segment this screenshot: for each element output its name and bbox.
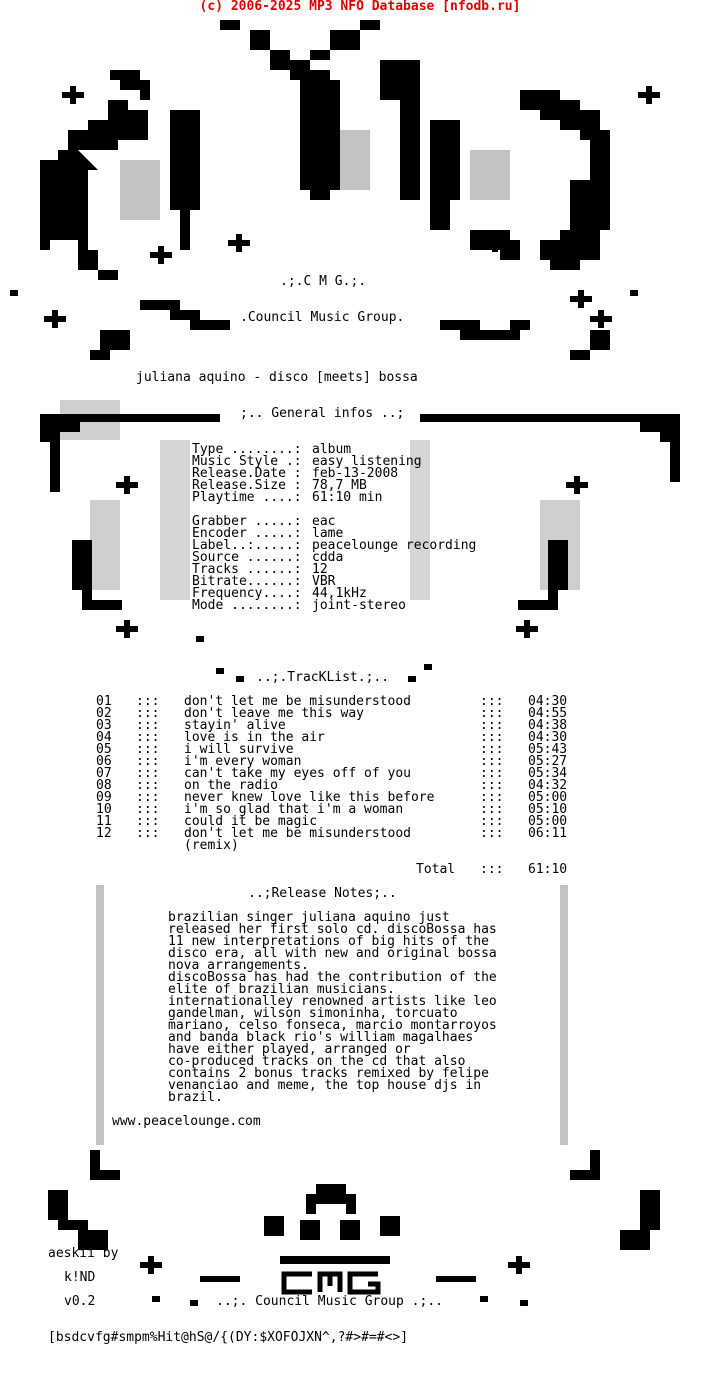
track-number: 12 [96,826,112,841]
track-number: 11 [96,814,112,829]
info-label: Bitrate......: [192,574,302,589]
info-label: Playtime ....: [192,490,302,505]
group-short-name: .;.C M G.;. [280,274,367,289]
track-separator: ::: [480,754,504,769]
release-note-line: disco era, all with new and original bossa [168,946,497,961]
track-time: 04:32 [528,778,568,793]
track-number: 03 [96,718,112,733]
track-separator: ::: [480,706,504,721]
track-separator: ::: [480,742,504,757]
release-note-line: elite of brazilian musicians. [168,982,395,997]
info-value: 78,7 MB [312,478,367,493]
info-label: Encoder .....: [192,526,302,541]
info-label: Frequency....: [192,586,302,601]
info-label: Label..:.....: [192,538,302,553]
info-value: eac [312,514,336,529]
info-value: cdda [312,550,344,565]
info-value: 61:10 min [312,490,383,505]
total-label: Total [416,862,456,877]
cmg-outline-logo [284,1274,378,1292]
track-title: never knew love like this before [184,790,435,805]
info-value: easy listening [312,454,422,469]
track-number: 10 [96,802,112,817]
track-separator: ::: [136,754,160,769]
track-time: 05:00 [528,790,568,805]
total-separator: ::: [480,862,504,877]
track-separator: ::: [136,766,160,781]
info-label: Type ........: [192,442,302,457]
track-number: 01 [96,694,112,709]
info-value: peacelounge recording [312,538,477,553]
release-note-line: have either played, arranged or [168,1042,411,1057]
release-title: juliana aquino - disco [meets] bossa [136,370,418,385]
track-number: 09 [96,790,112,805]
track-title: can't take my eyes off of you [184,766,411,781]
track-time: 05:27 [528,754,568,769]
info-label: Mode ........: [192,598,302,613]
track-title: on the radio [184,778,278,793]
release-note-line: gandelman, wilson simoninha, torcuato [168,1006,458,1021]
track-title: could it be magic [184,814,318,829]
info-value: lame [312,526,344,541]
tracklist-heading: ..;.TracKList.;.. [256,670,390,685]
footer-group-name: ..;. Council Music Group .;.. [216,1294,443,1309]
track-title: i will survive [184,742,294,757]
track-separator: ::: [480,778,504,793]
track-number: 02 [96,706,112,721]
info-value: VBR [312,574,336,589]
release-note-line: venanciao and meme, the top house djs in [168,1078,482,1093]
info-value: 12 [312,562,328,577]
track-separator: ::: [480,802,504,817]
credits-line-3: v0.2 [64,1294,96,1309]
release-note-line: and banda black rio's william magalhaes [168,1030,474,1045]
website-link[interactable]: www.peacelounge.com [112,1114,261,1129]
track-separator: ::: [480,730,504,745]
release-note-line: 11 new interpretations of big hits of the [168,934,489,949]
footer-code: [bsdcvfg#smpm%Hit@hS@/{(DY:$XOFOJXN^,?#>#=#<>] [48,1330,409,1345]
info-value: feb-13-2008 [312,466,399,481]
track-time: 05:10 [528,802,568,817]
track-title: stayin' alive [184,718,286,733]
release-note-line: co-produced tracks on the cd that also [168,1054,466,1069]
info-label: Tracks ......: [192,562,302,577]
release-note-line: contains 2 bonus tracks remixed by felipe [168,1066,489,1081]
release-note-line: discoBossa has had the contribution of the [168,970,497,985]
track-separator: ::: [480,814,504,829]
info-label: Grabber .....: [192,514,302,529]
track-separator: ::: [136,778,160,793]
track-title-continued: (remix) [184,838,239,853]
info-value: 44,1kHz [312,586,367,601]
track-separator: ::: [480,694,504,709]
info-label: Source ......: [192,550,302,565]
track-separator: ::: [136,742,160,757]
track-time: 04:55 [528,706,568,721]
top-logo-art [40,20,610,280]
info-value: joint-stereo [312,598,406,613]
release-note-line: brazilian singer juliana aquino just [168,910,450,925]
track-separator: ::: [136,694,160,709]
track-title: don't let me be misunderstood [184,694,411,709]
track-title: love is in the air [184,730,325,745]
info-value: album [312,442,352,457]
release-note-line: brazil. [168,1090,223,1105]
info-label: Release.Size : [192,478,302,493]
release-note-line: nova arrangements. [168,958,309,973]
track-separator: ::: [136,706,160,721]
track-separator: ::: [480,718,504,733]
track-time: 04:30 [528,730,568,745]
track-title: don't leave me this way [184,706,365,721]
track-number: 08 [96,778,112,793]
track-time: 05:00 [528,814,568,829]
group-long-name: .Council Music Group. [240,310,405,325]
release-note-line: internationalley renowned artists like leo [168,994,497,1009]
track-separator: ::: [136,790,160,805]
track-title: i'm every woman [184,754,302,769]
track-separator: ::: [136,718,160,733]
track-time: 05:43 [528,742,568,757]
track-separator: ::: [480,826,504,841]
general-infos-heading: ;.. General infos ..; [240,406,405,421]
info-label: Music Style .: [192,454,302,469]
track-separator: ::: [136,730,160,745]
release-note-line: mariano, celso fonseca, marcio montarroyos [168,1018,497,1033]
track-time: 04:38 [528,718,568,733]
track-separator: ::: [480,766,504,781]
track-separator: ::: [480,790,504,805]
track-separator: ::: [136,814,160,829]
track-separator: ::: [136,826,160,841]
credits-line-2: k!ND [64,1270,96,1285]
release-note-line: released her first solo cd. discoBossa has [168,922,497,937]
track-number: 04 [96,730,112,745]
track-time: 05:34 [528,766,568,781]
release-notes-heading: ..;Release Notes;.. [248,886,397,901]
site-header: (c) 2006-2025 MP3 NFO Database [nfodb.ru] [199,0,521,14]
track-time: 04:30 [528,694,568,709]
track-title: i'm so glad that i'm a woman [184,802,404,817]
info-label: Release.Date : [192,466,302,481]
track-time: 06:11 [528,826,568,841]
track-separator: ::: [136,802,160,817]
credits-line-1: aeskii by [48,1246,119,1261]
total-time: 61:10 [528,862,568,877]
track-number: 05 [96,742,112,757]
track-title: don't let me be misunderstood [184,826,411,841]
track-number: 07 [96,766,112,781]
track-number: 06 [96,754,112,769]
